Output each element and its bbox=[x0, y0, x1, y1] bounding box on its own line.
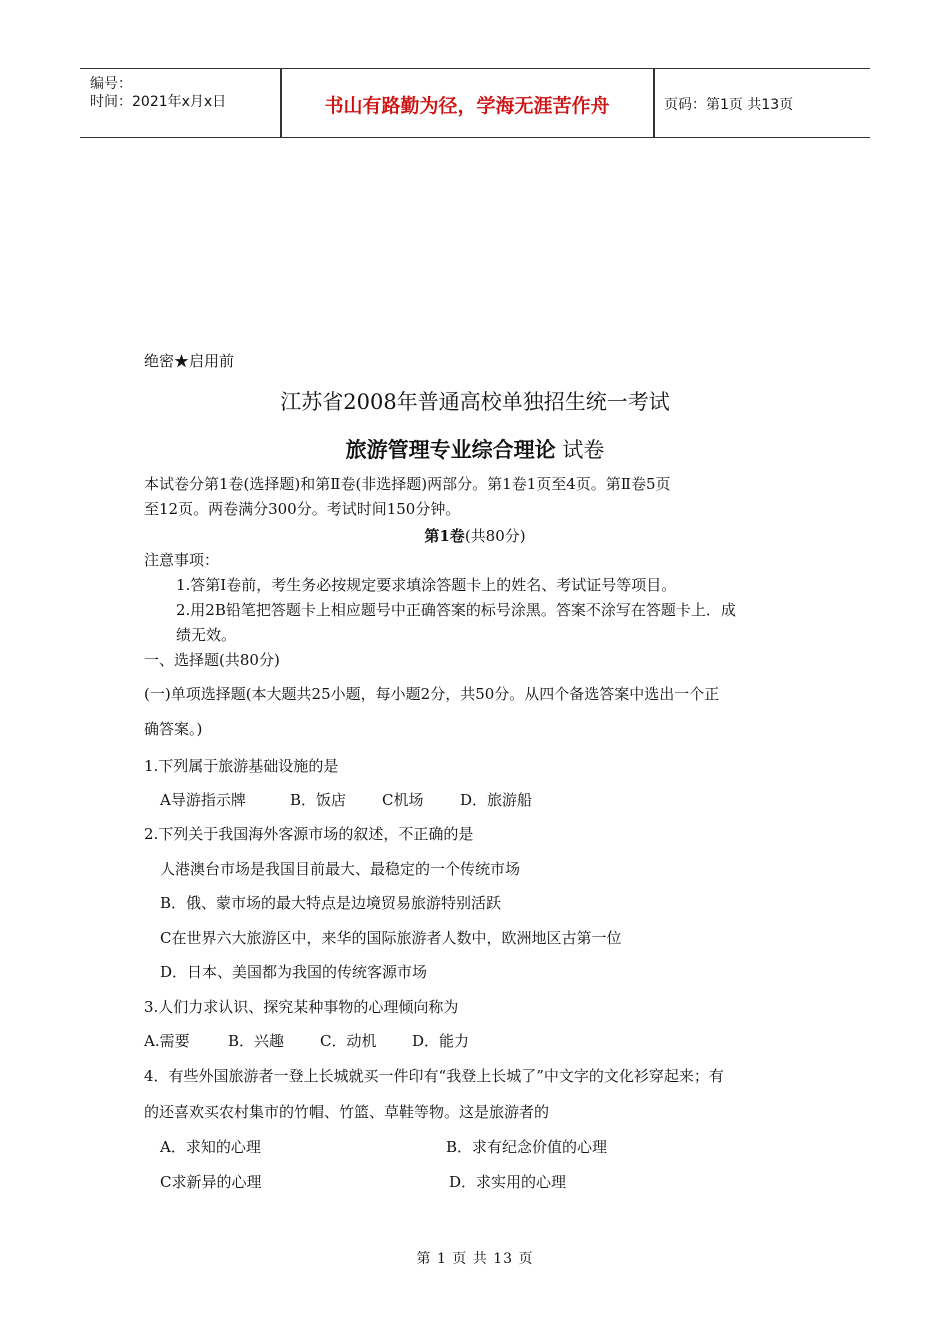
intro-line: 至12页。两卷满分300分。考试时间150分钟。 bbox=[144, 500, 461, 518]
option: D．日本、美国都为我国的传统客源市场 bbox=[160, 963, 428, 981]
question-stem: 2.下列关于我国海外客源市场的叙述，不正确的是 bbox=[144, 825, 474, 843]
option: A导游指示牌 bbox=[160, 791, 246, 809]
option: C机场 bbox=[382, 791, 424, 809]
option: D．旅游船 bbox=[460, 791, 533, 809]
time-label: 时间：2021年x月x日 bbox=[90, 94, 227, 110]
option: D．求实用的心理 bbox=[449, 1173, 567, 1191]
question-stem: 4．有些外国旅游者一登上长城就买一件印有“我登上长城了”中文字的文化衫穿起来；有 bbox=[144, 1067, 724, 1085]
question-stem: 1.下列属于旅游基础设施的是 bbox=[144, 757, 339, 775]
notice-item-cont: 绩无效。 bbox=[176, 626, 237, 644]
option: A．求知的心理 bbox=[160, 1138, 261, 1156]
section-heading: 一、选择题(共80分) bbox=[144, 651, 280, 669]
header-page-info: 页码：第1页 共13页 bbox=[664, 97, 794, 113]
option: C．动机 bbox=[320, 1032, 377, 1050]
option: B．饭店 bbox=[290, 791, 347, 809]
option: B．俄、蒙市场的最大特点是边境贸易旅游特别活跃 bbox=[160, 894, 502, 912]
volume-label: 第1卷 bbox=[424, 527, 465, 545]
intro-line: 本试卷分第1卷(选择题)和第Ⅱ卷(非选择题)两部分。第1卷1页至4页。第Ⅱ卷5页 bbox=[144, 475, 671, 493]
exam-subject: 旅游管理专业综合理论 bbox=[345, 438, 556, 462]
code-label: 编号： bbox=[90, 76, 132, 92]
option: 人港澳台市场是我国目前最大、最稳定的一个传统市场 bbox=[160, 860, 521, 878]
page-footer: 第 1 页 共 13 页 bbox=[416, 1251, 534, 1267]
notice-item: 2.用2B铅笔把答题卡上相应题号中正确答案的标号涂黑。答案不涂写在答题卡上．成 bbox=[176, 601, 736, 619]
subsection-heading: (一)单项选择题(本大题共25小题，每小题2分，共50分。从四个备选答案中选出一个正 bbox=[144, 685, 720, 703]
subsection-heading-cont: 确答案。) bbox=[144, 720, 203, 738]
option: C求新异的心理 bbox=[160, 1173, 262, 1191]
exam-paper-word: 试卷 bbox=[555, 438, 605, 462]
volume-points: (共80分) bbox=[464, 527, 526, 545]
notice-item: 1.答第Ⅰ卷前，考生务必按规定要求填涂答题卡上的姓名、考试证号等项目。 bbox=[176, 576, 677, 594]
option: D．能力 bbox=[412, 1032, 470, 1050]
volume-heading bbox=[0, 525, 950, 546]
page-header bbox=[80, 68, 870, 138]
secret-mark: 绝密★启用前 bbox=[144, 352, 235, 370]
option: B．求有纪念价值的心理 bbox=[446, 1138, 608, 1156]
header-motto: 书山有路勤为径，学海无涯苦作舟 bbox=[324, 95, 610, 117]
exam-title: 江苏省2008年普通高校单独招生统一考试 bbox=[280, 390, 670, 414]
option: C在世界六大旅游区中，来华的国际旅游者人数中，欧洲地区古第一位 bbox=[160, 929, 622, 947]
notice-title: 注意事项： bbox=[144, 551, 220, 569]
option: B．兴趣 bbox=[228, 1032, 285, 1050]
header-meta-cell bbox=[80, 69, 280, 137]
option: A.需要 bbox=[144, 1032, 190, 1050]
exam-subtitle bbox=[0, 434, 950, 464]
question-stem: 3.人们力求认识、探究某种事物的心理倾向称为 bbox=[144, 998, 459, 1016]
header-divider bbox=[653, 69, 655, 137]
question-stem-cont: 的还喜欢买农村集市的竹帽、竹篮、草鞋等物。这是旅游者的 bbox=[144, 1103, 550, 1121]
